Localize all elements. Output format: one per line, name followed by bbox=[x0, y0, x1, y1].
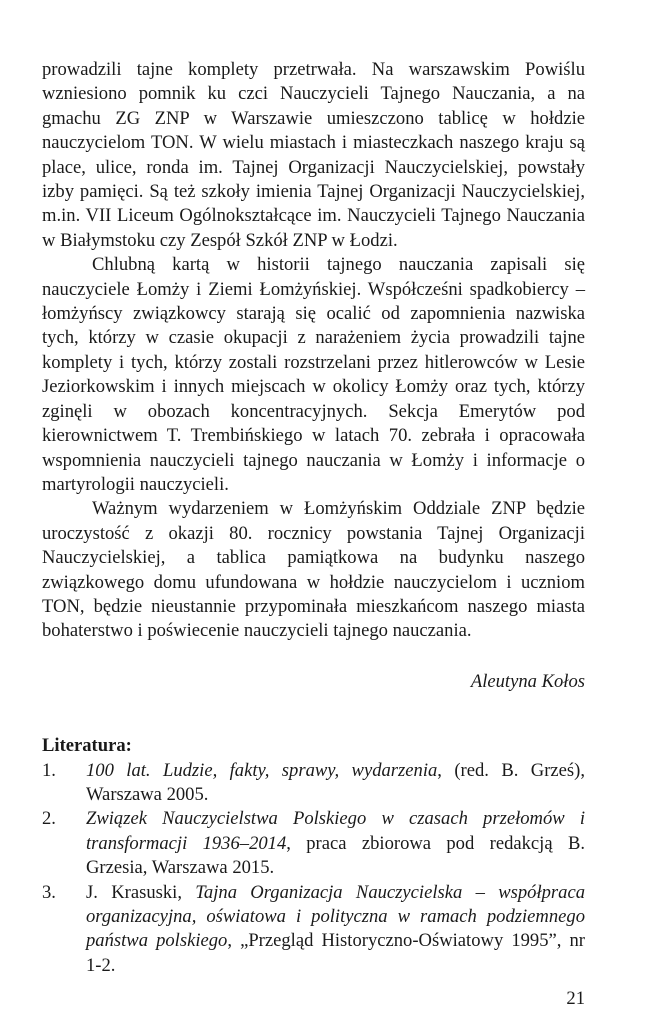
paragraph-2: Chlubną kartą w historii tajnego nauczania zapisali się nauczyciele Łomży i Ziemi Łomżyńskiej. Współcześni spadkobiercy – łomżyńscy związkowcy starają się ocalić od zapomnienia nazwiska tych, którzy w czasie okupacji z narażeniem życia prowadzili tajne komplety i tych, którzy zostali rozstrzelani przez hitlerowców w Lesie Jeziorkowskim i innych miejscach w okolicy Łomży oraz tych, którzy zginęli w obozach koncentracyjnych. Sekcja Emerytów pod kierownictwem T. Trembińskiego w latach 70. zebrała i opracowała wspomnienia nauczycieli tajnego nauczania w Łomży i informacje o martyrologii nauczycieli. bbox=[42, 254, 585, 495]
reference-item-2 bbox=[42, 807, 585, 880]
reference-title: Tajna Organizacja Nauczycielska – współpraca organizacyjna, oświatowa i polityczna w ramach podziemnego państwa polskiego bbox=[86, 881, 586, 952]
page-number: 21 bbox=[566, 988, 585, 1009]
reference-list bbox=[42, 759, 585, 979]
paragraph-3: Ważnym wydarzeniem w Łomżyńskim Oddziale ZNP będzie uroczystość z okazji 80. rocznicy powstania Tajnej Organizacji Nauczycielskiej, a tablica pamiątkowa na budynku naszego związkowego domu ufundowana w hołdzie nauczycielom i uczniom TON, będzie nieustannie przypominała mieszkańcom naszego miasta bohaterstwo i poświecenie nauczycieli tajnego nauczania. bbox=[42, 498, 585, 642]
reference-item-3 bbox=[42, 881, 585, 979]
paragraph-1: prowadzili tajne komplety przetrwała. Na warszawskim Powiślu wzniesiono pomnik ku czci Nauczycieli Tajnego Nauczania, a na gmachu ZG ZNP w Warszawie umieszczono tablicę w hołdzie nauczycielom TON. W wielu miastach i miasteczkach naszego kraju są place, ulice, ronda im. Tajnej Organizacji Nauczycielskiej, powstały izby pamięci. Są też szkoły imienia Tajnej Organizacji Nauczycielskiej, m.in. VII Liceum Ogólnokształcące im. Nauczycieli Tajnego Nauczania w Białymstoku czy Zespół Szkół ZNP w Łodzi. bbox=[42, 59, 585, 251]
reference-details: , „Przegląd Historyczno-Oświatowy 1995”, nr 1-2. bbox=[86, 930, 585, 976]
reference-number: 1. bbox=[42, 759, 56, 781]
reference-number: 3. bbox=[42, 881, 56, 903]
reference-details: , praca zbiorowa pod redakcją B. Grzesia, Warszawa 2015. bbox=[86, 832, 585, 879]
reference-details: , (red. B. Grześ), Warszawa 2005. bbox=[86, 759, 585, 805]
reference-number: 2. bbox=[42, 808, 56, 830]
literature-heading: Literatura: bbox=[42, 735, 132, 757]
reference-item-1 bbox=[42, 759, 585, 808]
reference-title: 100 lat. Ludzie, fakty, sprawy, wydarzenia bbox=[86, 759, 438, 781]
author-signature: Aleutyna Kołos bbox=[470, 670, 585, 692]
page-content bbox=[42, 58, 585, 978]
reference-title: Związek Nauczycielstwa Polskiego w czasach przełomów i transformacji 1936–2014 bbox=[86, 808, 585, 854]
reference-author: J. Krasuski, bbox=[86, 881, 196, 903]
